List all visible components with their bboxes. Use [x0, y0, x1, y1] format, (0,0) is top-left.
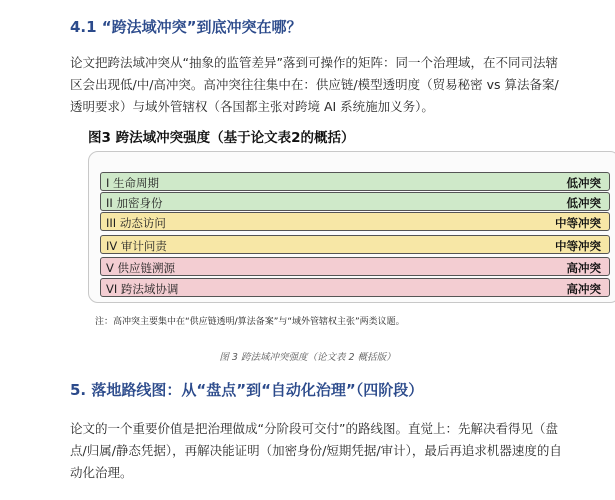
conflict-row-lifecycle: [100, 172, 610, 191]
conflict-row-dynamic-access: [100, 212, 610, 231]
conflict-row-crypto-identity: [100, 192, 610, 211]
row-label: VI 跨法域协调: [106, 282, 179, 296]
section-heading-5: 5. 落地路线图：从“盘点”到“自动化治理”（四阶段）: [70, 381, 424, 399]
row-label: III 动态访问: [106, 216, 166, 230]
row-label: I 生命周期: [106, 176, 160, 190]
section-4-1-paragraph: 论文把跨法域冲突从“抽象的监管差异”落到可操作的矩阵：同一个治理域，在不同司法辖区会出现低/中/高冲突。高冲突往往集中在：供应链/模型透明度（贸易秘密 vs 算法备案/透明要求）与域外管辖权（各国都主张对跨境 AI 系统施加义务）。: [70, 55, 559, 114]
conflict-row-supply-chain: [100, 257, 610, 276]
conflict-row-audit: [100, 235, 610, 254]
section-5-paragraph: 论文的一个重要价值是把治理做成“分阶段可交付”的路线图。直觉上：先解决看得见（盘点/归属/静态凭据），再解决能证明（加密身份/短期凭据/审计），最后再追求机器速度的自动化治理。: [70, 421, 562, 480]
figure-title: 图3 跨法域冲突强度（基于论文表2的概括）: [88, 130, 355, 146]
row-level: 低冲突: [566, 176, 601, 190]
row-level: 中等冲突: [555, 239, 601, 253]
conflict-row-cross-jurisdiction: [100, 278, 610, 297]
row-level: 低冲突: [566, 196, 601, 210]
row-label: II 加密身份: [106, 196, 163, 210]
row-level: 中等冲突: [555, 216, 601, 230]
row-label: V 供应链溯源: [106, 261, 176, 275]
row-level: 高冲突: [566, 261, 601, 275]
figure-note: 注：高冲突主要集中在“供应链透明/算法备案”与“域外管辖权主张”两类议题。: [95, 317, 405, 327]
row-level: 高冲突: [566, 282, 601, 296]
section-heading-4-1: 4.1 “跨法域冲突”到底冲突在哪？: [70, 18, 302, 36]
figure-caption: 图 3 跨法域冲突强度（论文表 2 概括版）: [219, 352, 396, 363]
row-label: IV 审计问责: [106, 239, 167, 253]
